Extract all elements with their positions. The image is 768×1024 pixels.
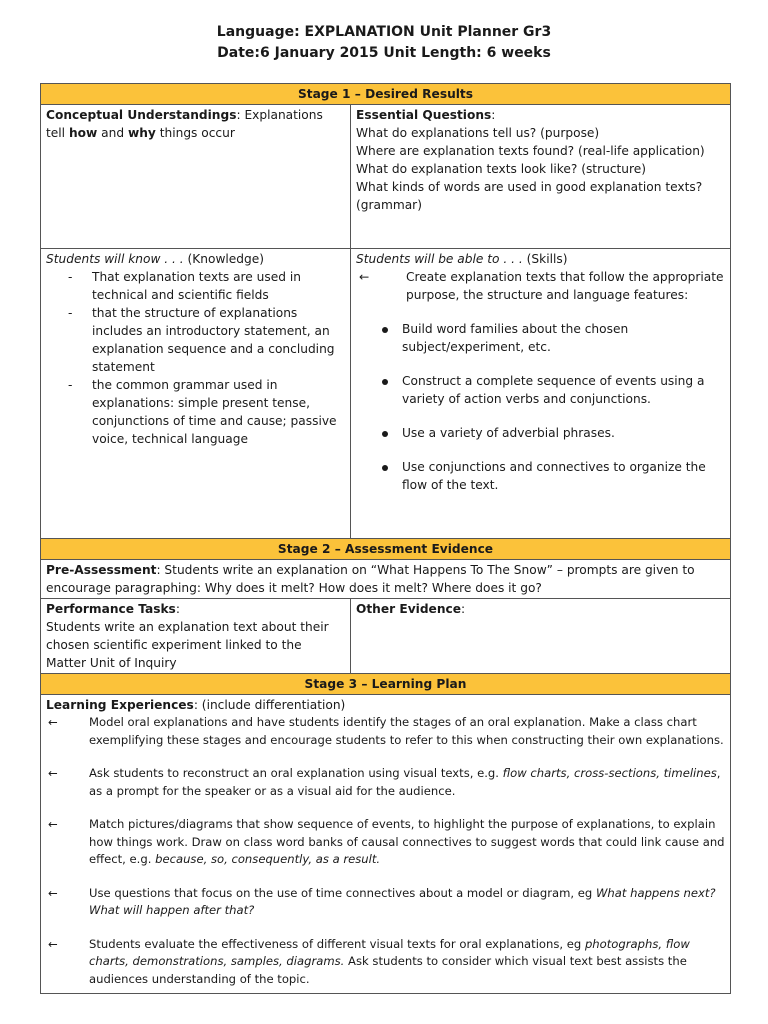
left-arrow-icon: ← [48, 936, 58, 951]
knowledge-label: Students will know . . . [46, 252, 184, 266]
question-item: What do explanation texts look like? (structure) [356, 162, 647, 176]
conceptual-label: Conceptual Understandings [46, 108, 237, 122]
knowledge-cell [41, 249, 351, 539]
question-item: What kinds of words are used in good explanation texts? (grammar) [356, 180, 703, 212]
pre-assessment-label: Pre-Assessment [46, 563, 157, 577]
skills-lead-text: Create explanation texts that follow the appropriate purpose, the structure and language features: [406, 270, 724, 302]
conceptual-and: and [97, 126, 128, 140]
performance-label: Performance Tasks [46, 602, 176, 616]
document-title: Language: EXPLANATION Unit Planner Gr3 [216, 24, 552, 40]
learning-item [46, 714, 725, 749]
other-evidence-cell [351, 599, 731, 674]
learning-experiences-cell [41, 695, 731, 994]
left-arrow-icon: ← [48, 885, 58, 900]
stage3-heading: Stage 3 – Learning Plan [41, 674, 731, 695]
stage1-heading: Stage 1 – Desired Results [41, 84, 731, 105]
bullet-icon [382, 379, 388, 385]
skills-label-rest: (Skills) [522, 252, 568, 266]
skills-label: Students will be able to . . . [356, 252, 523, 266]
essential-colon: : [491, 108, 496, 122]
bullet-icon [382, 431, 388, 437]
left-arrow-icon: ← [359, 270, 370, 284]
left-arrow-icon: ← [48, 715, 58, 729]
unit-planner-table [40, 83, 731, 994]
knowledge-item: - that the structure of explanations includes an introductory statement, an explanation sequence and a concluding statement [46, 304, 345, 376]
learning-item [46, 885, 725, 920]
performance-text: Students write an explanation text about their chosen scientific experiment linked to the Matter Unit of Inquiry [46, 620, 329, 670]
bullet-icon [382, 465, 388, 471]
skill-item [356, 320, 725, 356]
learning-item [46, 816, 725, 869]
skill-item [356, 372, 725, 408]
learning-text: Match pictures/diagrams that show sequence of events, to highlight the purpose of explanations, to explain how things work. Draw on class word banks of causal connectives to suggest words that could link cause and effect, e.g. [89, 817, 725, 866]
learning-text: Model oral explanations and have students identify the stages of an oral explanation. Make a class chart exemplifying these stages and encourage students to refer to this when constructing their own explanations. [89, 715, 724, 747]
other-evidence-label: Other Evidence [356, 602, 461, 616]
learning-text-italic: flow charts, cross-sections, timelines [502, 766, 717, 780]
left-arrow-icon: ← [48, 817, 58, 831]
skill-text: Build word families about the chosen subject/experiment, etc. [402, 322, 629, 354]
other-evidence-colon: : [461, 602, 466, 616]
essential-label: Essential Questions [356, 108, 492, 122]
learning-text: Students evaluate the effectiveness of different visual texts for oral explanations, eg [89, 936, 585, 951]
knowledge-label-rest: (Knowledge) [183, 252, 265, 266]
knowledge-item: - the common grammar used in explanations: simple present tense, conjunctions of time and cause; passive voice, technical language [46, 376, 345, 448]
conceptual-how: how [68, 126, 98, 140]
question-item: What do explanations tell us? (purpose) [356, 126, 600, 140]
learning-text: Use questions that focus on the use of time connectives about a model or diagram, eg [89, 885, 596, 900]
skills-cell [351, 249, 731, 539]
document-subtitle: Date:6 January 2015 Unit Length: 6 weeks [217, 45, 551, 61]
learning-item [46, 936, 725, 989]
performance-tasks-cell [41, 599, 351, 674]
learning-text-tail: Ask students to consider which visual text best assists the audiences understanding of the topic. [89, 954, 687, 986]
knowledge-item: - That explanation texts are used in technical and scientific fields [46, 268, 345, 304]
learning-item [46, 765, 725, 800]
skills-lead [356, 268, 725, 304]
skill-text: Use a variety of adverbial phrases. [402, 426, 615, 440]
learning-text: Ask students to reconstruct an oral explanation using visual texts, e.g. [89, 766, 503, 780]
skill-item [356, 424, 725, 442]
performance-colon: : [175, 602, 180, 616]
conceptual-rest: things occur [155, 126, 235, 140]
learning-experiences-label: Learning Experiences [46, 698, 194, 712]
learning-text-italic: photographs, flow charts, demonstrations, samples, diagrams. [89, 936, 690, 968]
question-item: Where are explanation texts found? (real-life application) [356, 144, 705, 158]
skill-text: Use conjunctions and connectives to organize the flow of the text. [402, 460, 706, 492]
learning-text-tail: , as a prompt for the speaker or as a visual aid for the audience. [89, 766, 721, 798]
learning-experiences-note: : (include differentiation) [193, 698, 346, 712]
learning-text-italic: because, so, consequently, as a result. [155, 852, 381, 866]
essential-questions-cell [351, 105, 731, 249]
conceptual-why: why [127, 126, 156, 140]
skill-item [356, 458, 725, 494]
conceptual-understandings-cell [41, 105, 351, 249]
pre-assessment-text: : Students write an explanation on “What Happens To The Snow” – prompts are given to encourage paragraphing: Why does it melt? How does it melt? Where does it go? [46, 563, 695, 595]
left-arrow-icon: ← [48, 766, 58, 780]
pre-assessment-cell [41, 560, 731, 599]
learning-text-italic: What happens next? What will happen after that? [89, 885, 716, 917]
conceptual-text-a: : Explanations tell [46, 108, 323, 140]
stage2-heading: Stage 2 – Assessment Evidence [41, 539, 731, 560]
bullet-icon [382, 327, 388, 333]
skill-text: Construct a complete sequence of events using a variety of action verbs and conjunctions. [402, 374, 705, 406]
